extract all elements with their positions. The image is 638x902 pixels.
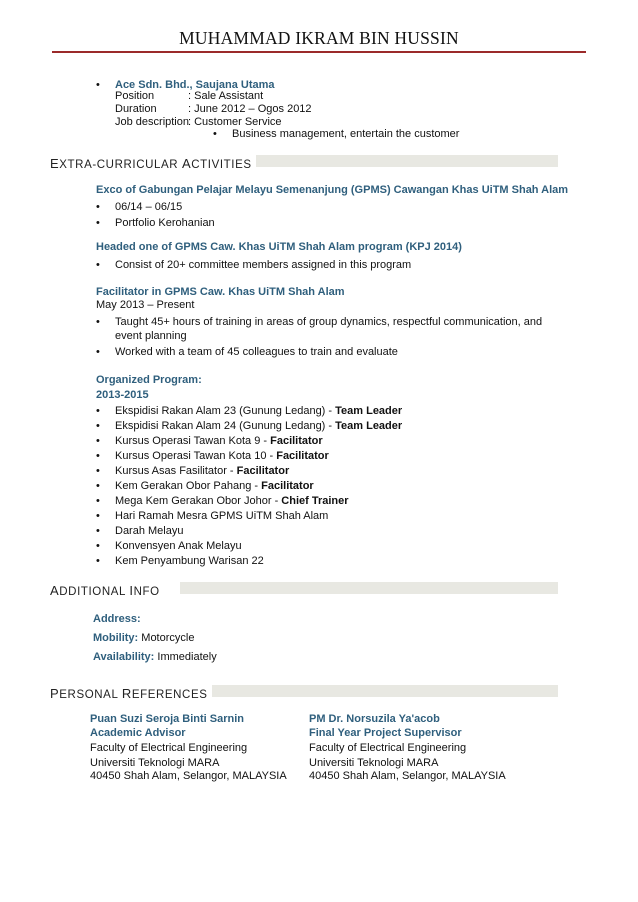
role-label: Chief Trainer bbox=[281, 495, 349, 507]
detail-label: Duration bbox=[115, 103, 157, 115]
bullet-icon: • bbox=[96, 259, 100, 271]
mobility-row bbox=[93, 632, 194, 644]
reference-line: 40450 Shah Alam, Selangor, MALAYSIA bbox=[309, 770, 506, 782]
organized-heading: Organized Program: bbox=[96, 374, 202, 386]
header-divider bbox=[52, 51, 586, 53]
bullet-icon: • bbox=[96, 405, 100, 417]
mobility-value: Motorcycle bbox=[138, 632, 195, 644]
reference-name: PM Dr. Norsuzila Ya'acob bbox=[309, 713, 440, 725]
list-item-continuation: event planning bbox=[115, 330, 187, 342]
bullet-icon: • bbox=[96, 480, 100, 492]
role-label: Facilitator bbox=[236, 465, 290, 477]
bullet-icon: • bbox=[96, 465, 100, 477]
headed-heading: Headed one of GPMS Caw. Khas UiTM Shah Alam program (KPJ 2014) bbox=[96, 241, 462, 253]
bullet-icon: • bbox=[96, 79, 100, 91]
section-bar bbox=[212, 685, 558, 697]
role-label: Facilitator bbox=[270, 435, 323, 447]
bullet-icon: • bbox=[96, 525, 100, 537]
reference-name: Puan Suzi Seroja Binti Sarnin bbox=[90, 713, 245, 725]
bullet-icon: • bbox=[96, 540, 100, 552]
bullet-icon: • bbox=[96, 201, 100, 213]
bullet-icon: • bbox=[96, 495, 100, 507]
role-label: Team Leader bbox=[335, 420, 403, 432]
bullet-icon: • bbox=[96, 555, 100, 567]
address-label: Address: bbox=[93, 613, 141, 625]
role-label: Team Leader bbox=[335, 405, 403, 417]
company-name: Ace Sdn. Bhd., Saujana Utama bbox=[115, 79, 275, 91]
detail-value: : June 2012 – Ogos 2012 bbox=[188, 103, 312, 115]
detail-value: : Customer Service bbox=[188, 116, 282, 128]
bullet-icon: • bbox=[96, 510, 100, 522]
mobility-label: Mobility: bbox=[93, 632, 139, 644]
detail-label: Job description bbox=[115, 116, 189, 128]
availability-value: Immediately bbox=[154, 651, 217, 663]
organized-years: 2013-2015 bbox=[96, 389, 149, 401]
section-title-personal-references: PERSONAL REFERENCES bbox=[50, 686, 208, 701]
bullet-icon: • bbox=[96, 217, 100, 229]
reference-line: Faculty of Electrical Engineering bbox=[309, 742, 467, 754]
section-bar bbox=[180, 582, 558, 594]
reference-card bbox=[309, 713, 506, 784]
facilitator-period: May 2013 – Present bbox=[96, 299, 195, 311]
bullet-icon: • bbox=[96, 435, 100, 447]
reference-role: Academic Advisor bbox=[90, 726, 186, 739]
section-bar bbox=[256, 155, 558, 167]
duty-text: Business management, entertain the customer bbox=[232, 128, 460, 140]
role-label: Facilitator bbox=[261, 480, 314, 492]
bullet-icon: • bbox=[213, 128, 217, 140]
section-title-additional-info: ADDITIONAL INFO bbox=[50, 583, 160, 598]
reference-role: Final Year Project Supervisor bbox=[309, 726, 462, 739]
detail-value: : Sale Assistant bbox=[188, 90, 264, 102]
reference-line: Universiti Teknologi MARA bbox=[309, 756, 439, 769]
role-label: Facilitator bbox=[276, 450, 329, 462]
bullet-icon: • bbox=[96, 316, 100, 328]
detail-label: Position bbox=[115, 90, 155, 102]
exco-heading: Exco of Gabungan Pelajar Melayu Semenanjung (GPMS) Cawangan Khas UiTM Shah Alam bbox=[96, 184, 569, 196]
availability-label: Availability: bbox=[93, 651, 155, 663]
reference-line: Faculty of Electrical Engineering bbox=[90, 742, 248, 754]
facilitator-heading: Facilitator in GPMS Caw. Khas UiTM Shah Alam bbox=[96, 286, 345, 298]
section-title-extracurricular: EXTRA-CURRICULAR ACTIVITIES bbox=[50, 156, 252, 171]
bullet-icon: • bbox=[96, 420, 100, 432]
resume-owner-name: MUHAMMAD IKRAM BIN HUSSIN bbox=[179, 28, 459, 48]
availability-row bbox=[93, 651, 217, 663]
reference-card bbox=[90, 713, 287, 784]
bullet-icon: • bbox=[96, 450, 100, 462]
bullet-icon: • bbox=[96, 346, 100, 358]
reference-line: Universiti Teknologi MARA bbox=[90, 756, 220, 769]
reference-line: 40450 Shah Alam, Selangor, MALAYSIA bbox=[90, 770, 287, 782]
